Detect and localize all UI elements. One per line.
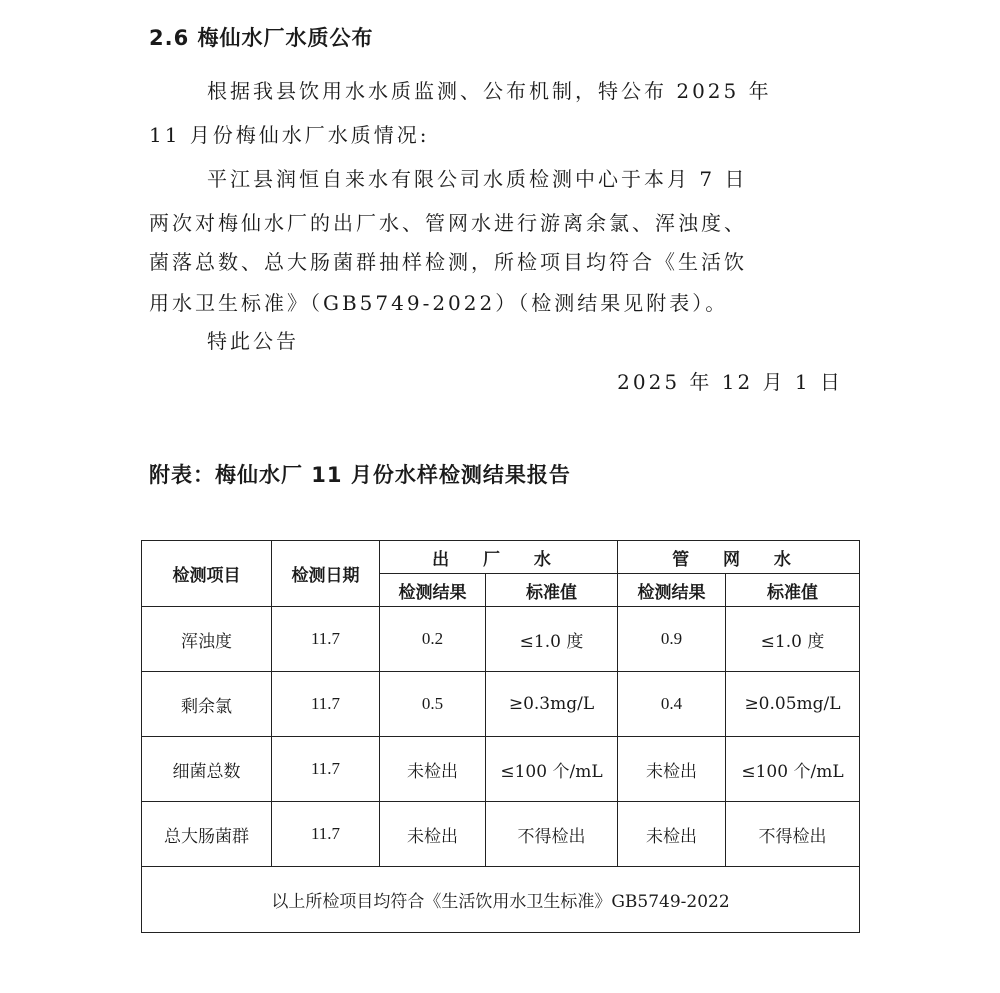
header-item: 检测项目 <box>142 541 272 607</box>
cell-network-result: 0.9 <box>618 607 726 672</box>
cell-item: 总大肠菌群 <box>142 802 272 867</box>
cell-factory-result: 未检出 <box>380 802 486 867</box>
table-row <box>142 802 860 867</box>
cell-network-result: 0.4 <box>618 672 726 737</box>
cell-date: 11.7 <box>272 672 380 737</box>
header-network-standard: 标准值 <box>726 574 860 607</box>
cell-item: 浑浊度 <box>142 607 272 672</box>
closing-line: 特此公告 <box>207 329 299 353</box>
cell-network-result: 未检出 <box>618 802 726 867</box>
body-line-5: 菌落总数、总大肠菌群抽样检测，所检项目均符合《生活饮 <box>149 250 747 274</box>
cell-factory-result: 0.2 <box>380 607 486 672</box>
cell-date: 11.7 <box>272 737 380 802</box>
cell-network-result: 未检出 <box>618 737 726 802</box>
cell-item: 细菌总数 <box>142 737 272 802</box>
cell-network-standard: ≥0.05mg/L <box>726 672 860 737</box>
header-network-water: 管 网 水 <box>618 541 860 574</box>
body-line-4: 两次对梅仙水厂的出厂水、管网水进行游离余氯、浑浊度、 <box>149 211 747 235</box>
header-factory-result: 检测结果 <box>380 574 486 607</box>
body-line-2: 11 月份梅仙水厂水质情况: <box>149 123 430 147</box>
table-row <box>142 607 860 672</box>
cell-factory-standard: ≤1.0 度 <box>486 607 618 672</box>
cell-factory-result: 0.5 <box>380 672 486 737</box>
cell-factory-standard: ≤100 个/mL <box>486 737 618 802</box>
appendix-title: 附表：梅仙水厂 11 月份水样检测结果报告 <box>149 463 571 487</box>
table-header-row <box>142 541 860 574</box>
body-line-3: 平江县润恒自来水有限公司水质检测中心于本月 7 日 <box>207 167 748 191</box>
header-network-result: 检测结果 <box>618 574 726 607</box>
cell-factory-result: 未检出 <box>380 737 486 802</box>
table-footer-row <box>142 867 860 933</box>
body-line-1: 根据我县饮用水水质监测、公布机制，特公布 2025 年 <box>207 79 772 103</box>
notice-date: 2025 年 12 月 1 日 <box>617 370 843 394</box>
section-heading: 2.6 梅仙水厂水质公布 <box>149 26 374 50</box>
cell-network-standard: ≤1.0 度 <box>726 607 860 672</box>
table-footer-note: 以上所检项目均符合《生活饮用水卫生标准》GB5749-2022 <box>142 867 860 933</box>
results-table <box>141 540 860 933</box>
body-line-6: 用水卫生标准》（GB5749-2022）（检测结果见附表）。 <box>149 291 729 315</box>
header-factory-standard: 标准值 <box>486 574 618 607</box>
cell-network-standard: 不得检出 <box>726 802 860 867</box>
cell-factory-standard: 不得检出 <box>486 802 618 867</box>
header-factory-water: 出 厂 水 <box>380 541 618 574</box>
table-row <box>142 672 860 737</box>
cell-date: 11.7 <box>272 607 380 672</box>
cell-date: 11.7 <box>272 802 380 867</box>
table-row <box>142 737 860 802</box>
header-date: 检测日期 <box>272 541 380 607</box>
cell-item: 剩余氯 <box>142 672 272 737</box>
cell-factory-standard: ≥0.3mg/L <box>486 672 618 737</box>
cell-network-standard: ≤100 个/mL <box>726 737 860 802</box>
